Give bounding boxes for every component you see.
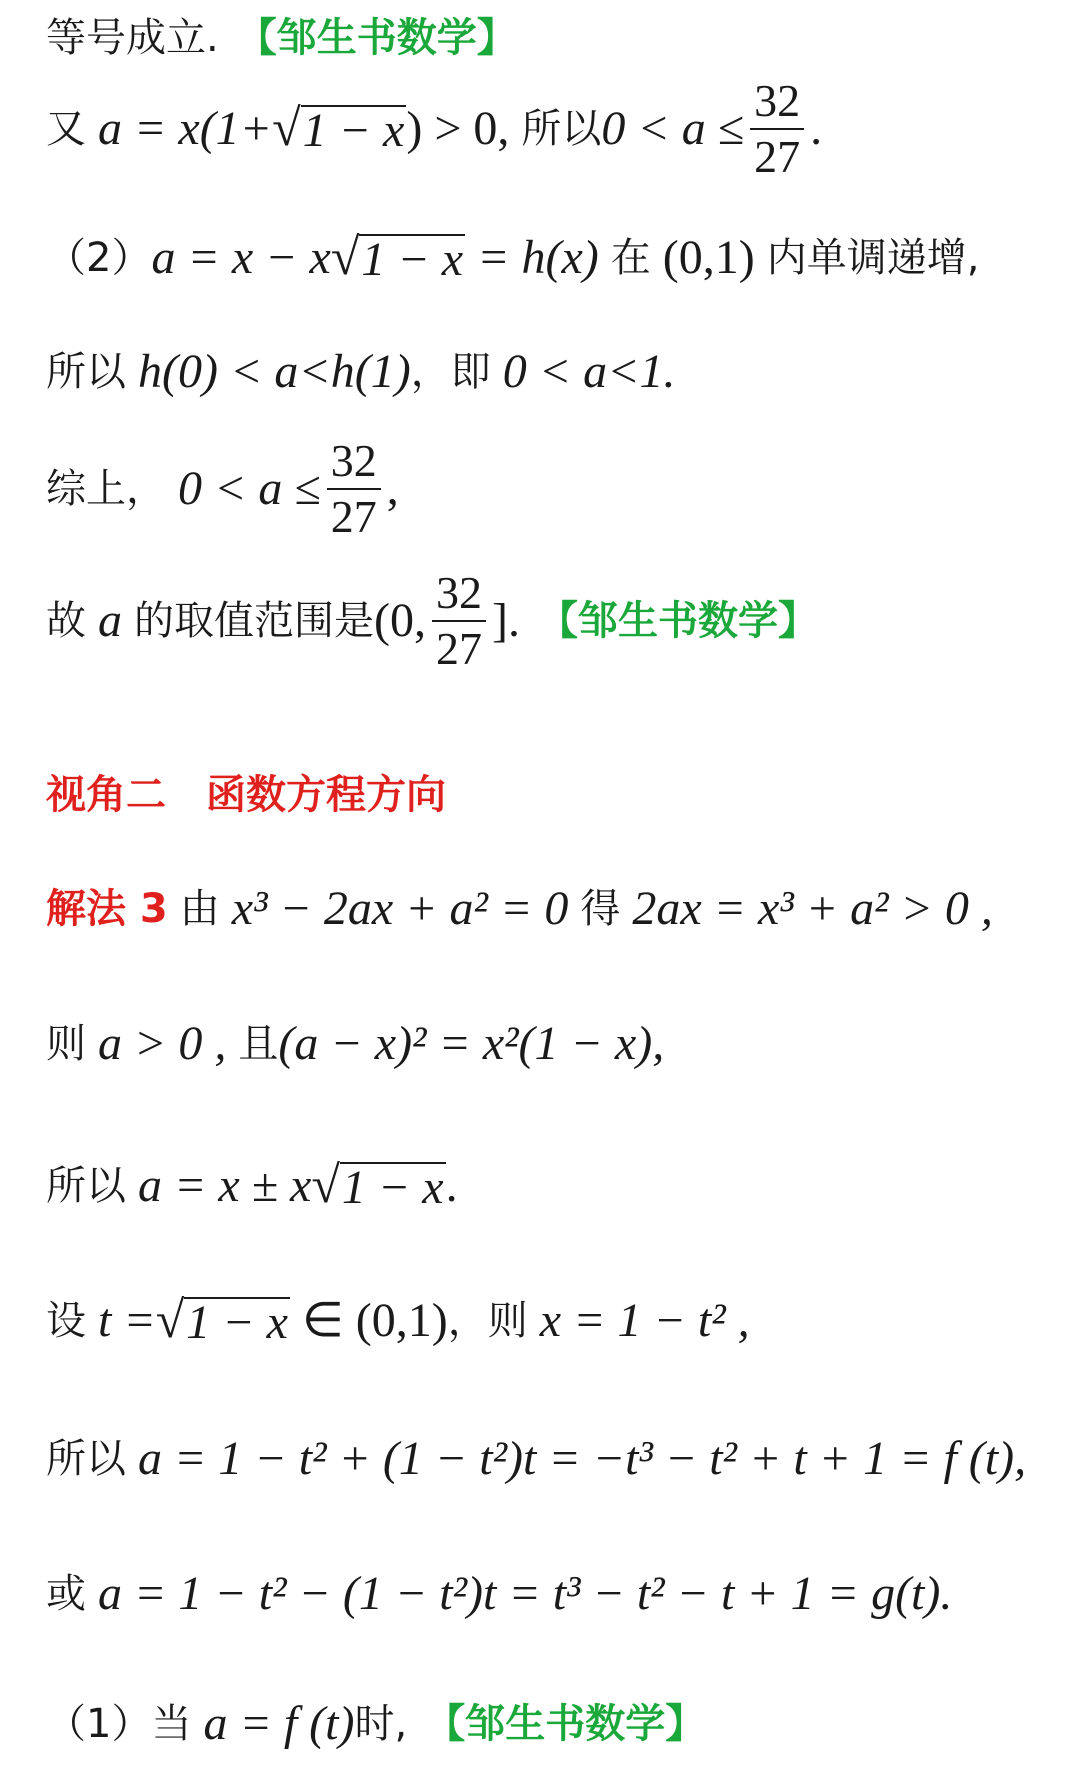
fraction bbox=[432, 567, 486, 674]
text: （2） bbox=[46, 235, 152, 281]
denominator: 27 bbox=[435, 623, 482, 674]
numerator: 32 bbox=[432, 570, 486, 622]
math: ) > 0, bbox=[406, 102, 510, 155]
math: a = 1 − t² + (1 − t²)t = −t³ − t² + t + 1 = f (t), bbox=[138, 1432, 1027, 1485]
heading-text: 视角二 函数方程方向 bbox=[46, 772, 446, 818]
denominator: 27 bbox=[330, 491, 377, 542]
text: 等号成立. bbox=[46, 15, 219, 61]
math: a = 1 − t² − (1 − t²)t = t³ − t² − t + 1 = g(t). bbox=[98, 1567, 953, 1620]
method-label: 解法 3 bbox=[46, 886, 168, 932]
text: 故 bbox=[46, 598, 86, 644]
denominator: 27 bbox=[754, 131, 801, 182]
line-13 bbox=[46, 1567, 953, 1620]
math: a = x − x bbox=[151, 231, 331, 284]
math: a bbox=[98, 594, 122, 647]
line-8 bbox=[46, 882, 993, 935]
text: （1）当 bbox=[46, 1701, 192, 1747]
line-3 bbox=[46, 229, 980, 286]
sqrt: √ 1 − x bbox=[330, 229, 464, 286]
sqrt: √ 1 − x bbox=[311, 1157, 444, 1214]
text: 得 bbox=[580, 886, 621, 932]
line-12 bbox=[46, 1432, 1027, 1485]
math: a = x ± x bbox=[138, 1159, 312, 1212]
text: ，则 bbox=[447, 1298, 528, 1344]
brand-tag: 【邹生书数学】 bbox=[236, 15, 517, 61]
math: x = 1 − t² , bbox=[539, 1294, 750, 1347]
text: 内单调递增, bbox=[766, 235, 980, 281]
brand-tag: 【邹生书数学】 bbox=[425, 1701, 706, 1747]
line-14 bbox=[46, 1697, 706, 1750]
section-heading bbox=[46, 772, 446, 818]
text: 所以 bbox=[46, 1436, 126, 1482]
text: 由 bbox=[179, 886, 220, 932]
fraction bbox=[327, 435, 381, 542]
text: 又 bbox=[46, 106, 86, 152]
brand-tag: 【邹生书数学】 bbox=[537, 598, 818, 644]
sqrt-arg: 1 − x bbox=[302, 104, 405, 157]
text: 在 bbox=[610, 235, 651, 281]
sqrt: √ 1 − x bbox=[272, 100, 405, 157]
text: 综上， bbox=[46, 466, 166, 512]
math: . bbox=[810, 102, 823, 155]
math: 0 < a ≤ bbox=[178, 462, 321, 515]
math: 0 < a<1. bbox=[502, 345, 676, 398]
line-11 bbox=[46, 1292, 750, 1349]
math: (0, bbox=[374, 594, 426, 647]
math: h(0) < a<h(1) bbox=[138, 345, 411, 398]
math: 2ax = x³ + a² > 0 , bbox=[632, 882, 993, 935]
math: ]. bbox=[491, 594, 520, 647]
sqrt-arg: 1 − x bbox=[186, 1296, 288, 1349]
sqrt-arg: 1 − x bbox=[361, 233, 464, 286]
line-10 bbox=[46, 1157, 458, 1214]
line-4 bbox=[46, 345, 676, 398]
text: 时, bbox=[354, 1701, 408, 1747]
line-2 bbox=[46, 75, 823, 182]
text: 所以 bbox=[521, 106, 602, 152]
text: 所以 bbox=[46, 1163, 126, 1209]
numerator: 32 bbox=[327, 438, 381, 490]
math: a = f (t) bbox=[203, 1697, 355, 1750]
math: = h(x) bbox=[477, 231, 599, 284]
math: ∈ (0,1) bbox=[301, 1294, 448, 1347]
line-9 bbox=[46, 1017, 665, 1070]
math: 0 < a ≤ bbox=[601, 102, 745, 155]
numerator: 32 bbox=[750, 78, 804, 130]
math: (a − x)² = x²(1 − x), bbox=[278, 1017, 665, 1070]
text: 的取值范围是 bbox=[134, 598, 374, 644]
text: 所以 bbox=[46, 349, 126, 395]
text: 且 bbox=[238, 1021, 279, 1067]
fraction bbox=[750, 75, 804, 182]
math: a > 0 , bbox=[98, 1017, 227, 1070]
math: , bbox=[386, 462, 399, 515]
sqrt-arg: 1 − x bbox=[341, 1161, 444, 1214]
math: (0,1) bbox=[662, 231, 755, 284]
line-1 bbox=[46, 15, 517, 61]
math: . bbox=[445, 1159, 458, 1212]
math: x³ − 2ax + a² = 0 bbox=[231, 882, 569, 935]
line-5 bbox=[46, 435, 399, 542]
sqrt: √ 1 − x bbox=[155, 1292, 288, 1349]
text: ，即 bbox=[410, 349, 491, 395]
line-6 bbox=[46, 567, 818, 674]
text: 或 bbox=[46, 1571, 86, 1617]
math: a = x(1+ bbox=[98, 102, 273, 155]
math: t = bbox=[98, 1294, 156, 1347]
text: 设 bbox=[46, 1298, 86, 1344]
text: 则 bbox=[46, 1021, 86, 1067]
